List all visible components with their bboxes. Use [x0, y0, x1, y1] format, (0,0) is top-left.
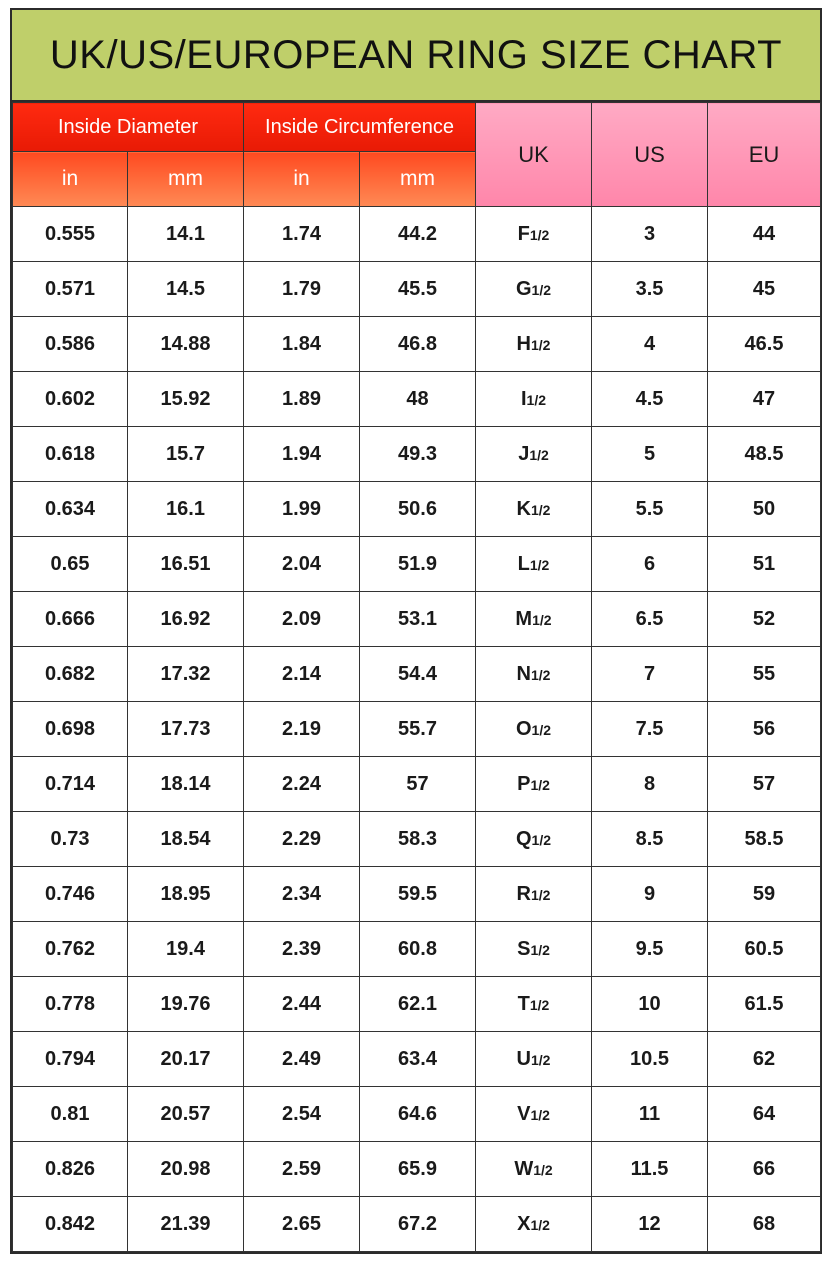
cell-uk [476, 482, 592, 537]
table-row [13, 207, 821, 262]
uk-size-letter: W [514, 1157, 534, 1180]
cell-diameter-in: 0.73 [13, 812, 128, 867]
uk-size-fraction: 1/2 [530, 1106, 550, 1123]
cell-circumference-mm: 59.5 [360, 867, 476, 922]
cell-us: 10 [592, 977, 708, 1032]
uk-size-fraction: 1/2 [530, 886, 551, 903]
cell-diameter-mm: 14.88 [128, 317, 244, 372]
header-diameter-in: in [13, 152, 128, 207]
cell-us: 6.5 [592, 592, 708, 647]
cell-diameter-mm: 16.92 [128, 592, 244, 647]
uk-size-letter: H [516, 332, 531, 355]
uk-size-fraction: 1/2 [529, 996, 550, 1013]
cell-uk [476, 922, 592, 977]
table-row [13, 427, 821, 482]
cell-uk [476, 812, 592, 867]
cell-circumference-mm: 54.4 [360, 647, 476, 702]
cell-eu: 45 [708, 262, 821, 317]
cell-eu: 44 [708, 207, 821, 262]
cell-us: 11 [592, 1087, 708, 1142]
cell-us: 7 [592, 647, 708, 702]
uk-size-fraction: 1/2 [530, 501, 551, 518]
header-circumference-in: in [244, 152, 360, 207]
cell-us: 3.5 [592, 262, 708, 317]
cell-us: 12 [592, 1197, 708, 1252]
ring-size-chart [10, 8, 822, 1254]
table-row [13, 922, 821, 977]
cell-diameter-in: 0.81 [13, 1087, 128, 1142]
uk-size-fraction: 1/2 [529, 226, 550, 243]
uk-size-letter: F [517, 222, 530, 245]
cell-diameter-mm: 17.73 [128, 702, 244, 757]
cell-circumference-mm: 65.9 [360, 1142, 476, 1197]
cell-diameter-in: 0.794 [13, 1032, 128, 1087]
cell-eu: 55 [708, 647, 821, 702]
cell-circumference-in: 1.79 [244, 262, 360, 317]
cell-diameter-mm: 14.5 [128, 262, 244, 317]
uk-size-fraction: 1/2 [530, 776, 550, 793]
table-row [13, 262, 821, 317]
uk-size-fraction: 1/2 [530, 336, 551, 353]
cell-diameter-mm: 20.57 [128, 1087, 244, 1142]
cell-eu: 59 [708, 867, 821, 922]
cell-diameter-mm: 19.4 [128, 922, 244, 977]
cell-circumference-in: 2.24 [244, 757, 360, 812]
uk-size-letter: O [515, 717, 532, 740]
uk-size-letter: U [516, 1047, 531, 1070]
cell-circumference-mm: 49.3 [360, 427, 476, 482]
uk-size-letter: V [517, 1102, 531, 1125]
uk-size-fraction: 1/2 [531, 281, 552, 298]
cell-circumference-mm: 46.8 [360, 317, 476, 372]
cell-diameter-mm: 20.17 [128, 1032, 244, 1087]
uk-size-letter: M [515, 607, 533, 630]
uk-size-fraction: 1/2 [530, 941, 550, 958]
cell-circumference-in: 2.44 [244, 977, 360, 1032]
cell-circumference-mm: 63.4 [360, 1032, 476, 1087]
chart-title: UK/US/EUROPEAN RING SIZE CHART [12, 10, 820, 102]
table-row [13, 592, 821, 647]
uk-size-fraction: 1/2 [529, 446, 549, 463]
table-row [13, 702, 821, 757]
cell-circumference-in: 2.09 [244, 592, 360, 647]
table-row [13, 537, 821, 592]
table-row [13, 867, 821, 922]
cell-us: 5.5 [592, 482, 708, 537]
cell-uk [476, 427, 592, 482]
cell-circumference-in: 2.14 [244, 647, 360, 702]
cell-diameter-mm: 19.76 [128, 977, 244, 1032]
uk-size-fraction: 1/2 [531, 831, 552, 848]
uk-size-letter: T [517, 992, 530, 1015]
cell-eu: 62 [708, 1032, 821, 1087]
cell-diameter-mm: 20.98 [128, 1142, 244, 1197]
uk-size-letter: L [517, 552, 530, 575]
cell-eu: 68 [708, 1197, 821, 1252]
cell-uk [476, 977, 592, 1032]
header-us: US [592, 103, 708, 207]
cell-uk [476, 757, 592, 812]
uk-size-fraction: 1/2 [532, 611, 552, 628]
uk-size-fraction: 1/2 [529, 556, 550, 573]
cell-uk [476, 1197, 592, 1252]
cell-uk [476, 1142, 592, 1197]
header-uk: UK [476, 103, 592, 207]
cell-circumference-mm: 44.2 [360, 207, 476, 262]
cell-us: 5 [592, 427, 708, 482]
uk-size-letter: J [518, 442, 530, 465]
cell-diameter-mm: 18.14 [128, 757, 244, 812]
cell-uk [476, 207, 592, 262]
cell-diameter-in: 0.571 [13, 262, 128, 317]
uk-size-letter: X [517, 1212, 531, 1235]
cell-circumference-mm: 60.8 [360, 922, 476, 977]
cell-diameter-mm: 18.95 [128, 867, 244, 922]
table-row [13, 812, 821, 867]
cell-uk [476, 867, 592, 922]
cell-diameter-in: 0.698 [13, 702, 128, 757]
cell-circumference-in: 1.94 [244, 427, 360, 482]
cell-circumference-in: 2.34 [244, 867, 360, 922]
cell-eu: 60.5 [708, 922, 821, 977]
cell-diameter-in: 0.618 [13, 427, 128, 482]
cell-diameter-mm: 14.1 [128, 207, 244, 262]
cell-circumference-mm: 55.7 [360, 702, 476, 757]
cell-uk [476, 1087, 592, 1142]
cell-circumference-mm: 67.2 [360, 1197, 476, 1252]
cell-us: 4.5 [592, 372, 708, 427]
cell-eu: 57 [708, 757, 821, 812]
cell-us: 4 [592, 317, 708, 372]
cell-diameter-in: 0.555 [13, 207, 128, 262]
cell-diameter-in: 0.842 [13, 1197, 128, 1252]
cell-circumference-mm: 48 [360, 372, 476, 427]
cell-circumference-in: 2.39 [244, 922, 360, 977]
table-row [13, 372, 821, 427]
cell-circumference-mm: 53.1 [360, 592, 476, 647]
table-row [13, 647, 821, 702]
cell-eu: 46.5 [708, 317, 821, 372]
cell-diameter-in: 0.682 [13, 647, 128, 702]
cell-diameter-mm: 17.32 [128, 647, 244, 702]
cell-uk [476, 262, 592, 317]
cell-circumference-in: 2.49 [244, 1032, 360, 1087]
cell-circumference-in: 1.84 [244, 317, 360, 372]
cell-eu: 50 [708, 482, 821, 537]
uk-size-fraction: 1/2 [530, 666, 551, 683]
cell-eu: 58.5 [708, 812, 821, 867]
uk-size-letter: K [516, 497, 531, 520]
cell-circumference-mm: 62.1 [360, 977, 476, 1032]
cell-uk [476, 372, 592, 427]
cell-circumference-in: 2.19 [244, 702, 360, 757]
cell-circumference-mm: 64.6 [360, 1087, 476, 1142]
uk-size-fraction: 1/2 [533, 1161, 553, 1178]
cell-eu: 64 [708, 1087, 821, 1142]
uk-size-letter: S [517, 937, 531, 960]
cell-uk [476, 1032, 592, 1087]
cell-diameter-in: 0.778 [13, 977, 128, 1032]
cell-diameter-in: 0.762 [13, 922, 128, 977]
cell-circumference-mm: 50.6 [360, 482, 476, 537]
cell-diameter-in: 0.586 [13, 317, 128, 372]
uk-size-letter: R [516, 882, 531, 905]
cell-us: 6 [592, 537, 708, 592]
uk-size-letter: Q [515, 827, 532, 850]
cell-circumference-in: 2.29 [244, 812, 360, 867]
cell-uk [476, 537, 592, 592]
header-eu: EU [708, 103, 821, 207]
cell-circumference-mm: 51.9 [360, 537, 476, 592]
cell-uk [476, 647, 592, 702]
table-row [13, 1087, 821, 1142]
cell-us: 9.5 [592, 922, 708, 977]
cell-eu: 52 [708, 592, 821, 647]
uk-size-fraction: 1/2 [531, 721, 552, 738]
table-row [13, 482, 821, 537]
cell-diameter-in: 0.65 [13, 537, 128, 592]
table-row [13, 977, 821, 1032]
cell-eu: 47 [708, 372, 821, 427]
cell-diameter-in: 0.666 [13, 592, 128, 647]
header-circumference-mm: mm [360, 152, 476, 207]
cell-us: 10.5 [592, 1032, 708, 1087]
uk-size-letter: I [520, 387, 527, 410]
cell-us: 8 [592, 757, 708, 812]
ring-size-table [12, 102, 821, 1252]
cell-us: 11.5 [592, 1142, 708, 1197]
header-inside-circumference: Inside Circumference [244, 103, 476, 152]
uk-size-fraction: 1/2 [530, 1051, 551, 1068]
cell-diameter-mm: 16.1 [128, 482, 244, 537]
uk-size-fraction: 1/2 [530, 1216, 550, 1233]
cell-circumference-in: 2.54 [244, 1087, 360, 1142]
cell-circumference-in: 2.59 [244, 1142, 360, 1197]
table-row [13, 317, 821, 372]
cell-diameter-mm: 15.7 [128, 427, 244, 482]
header-inside-diameter: Inside Diameter [13, 103, 244, 152]
table-row [13, 1032, 821, 1087]
cell-diameter-mm: 21.39 [128, 1197, 244, 1252]
uk-size-letter: N [516, 662, 531, 685]
cell-diameter-in: 0.746 [13, 867, 128, 922]
cell-circumference-in: 2.04 [244, 537, 360, 592]
cell-us: 7.5 [592, 702, 708, 757]
cell-diameter-in: 0.634 [13, 482, 128, 537]
header-diameter-mm: mm [128, 152, 244, 207]
uk-size-letter: G [515, 277, 532, 300]
cell-uk [476, 592, 592, 647]
uk-size-fraction: 1/2 [526, 391, 547, 408]
cell-eu: 56 [708, 702, 821, 757]
cell-diameter-in: 0.714 [13, 757, 128, 812]
cell-eu: 61.5 [708, 977, 821, 1032]
cell-us: 3 [592, 207, 708, 262]
cell-diameter-in: 0.602 [13, 372, 128, 427]
cell-us: 9 [592, 867, 708, 922]
cell-diameter-in: 0.826 [13, 1142, 128, 1197]
cell-circumference-mm: 58.3 [360, 812, 476, 867]
cell-diameter-mm: 15.92 [128, 372, 244, 427]
cell-diameter-mm: 16.51 [128, 537, 244, 592]
cell-eu: 48.5 [708, 427, 821, 482]
cell-diameter-mm: 18.54 [128, 812, 244, 867]
cell-circumference-in: 1.74 [244, 207, 360, 262]
cell-circumference-in: 2.65 [244, 1197, 360, 1252]
cell-eu: 51 [708, 537, 821, 592]
table-row [13, 1142, 821, 1197]
cell-circumference-mm: 45.5 [360, 262, 476, 317]
cell-us: 8.5 [592, 812, 708, 867]
cell-circumference-in: 1.99 [244, 482, 360, 537]
cell-uk [476, 702, 592, 757]
cell-circumference-in: 1.89 [244, 372, 360, 427]
table-row [13, 757, 821, 812]
cell-eu: 66 [708, 1142, 821, 1197]
cell-uk [476, 317, 592, 372]
cell-circumference-mm: 57 [360, 757, 476, 812]
uk-size-letter: P [517, 772, 531, 795]
table-row [13, 1197, 821, 1252]
